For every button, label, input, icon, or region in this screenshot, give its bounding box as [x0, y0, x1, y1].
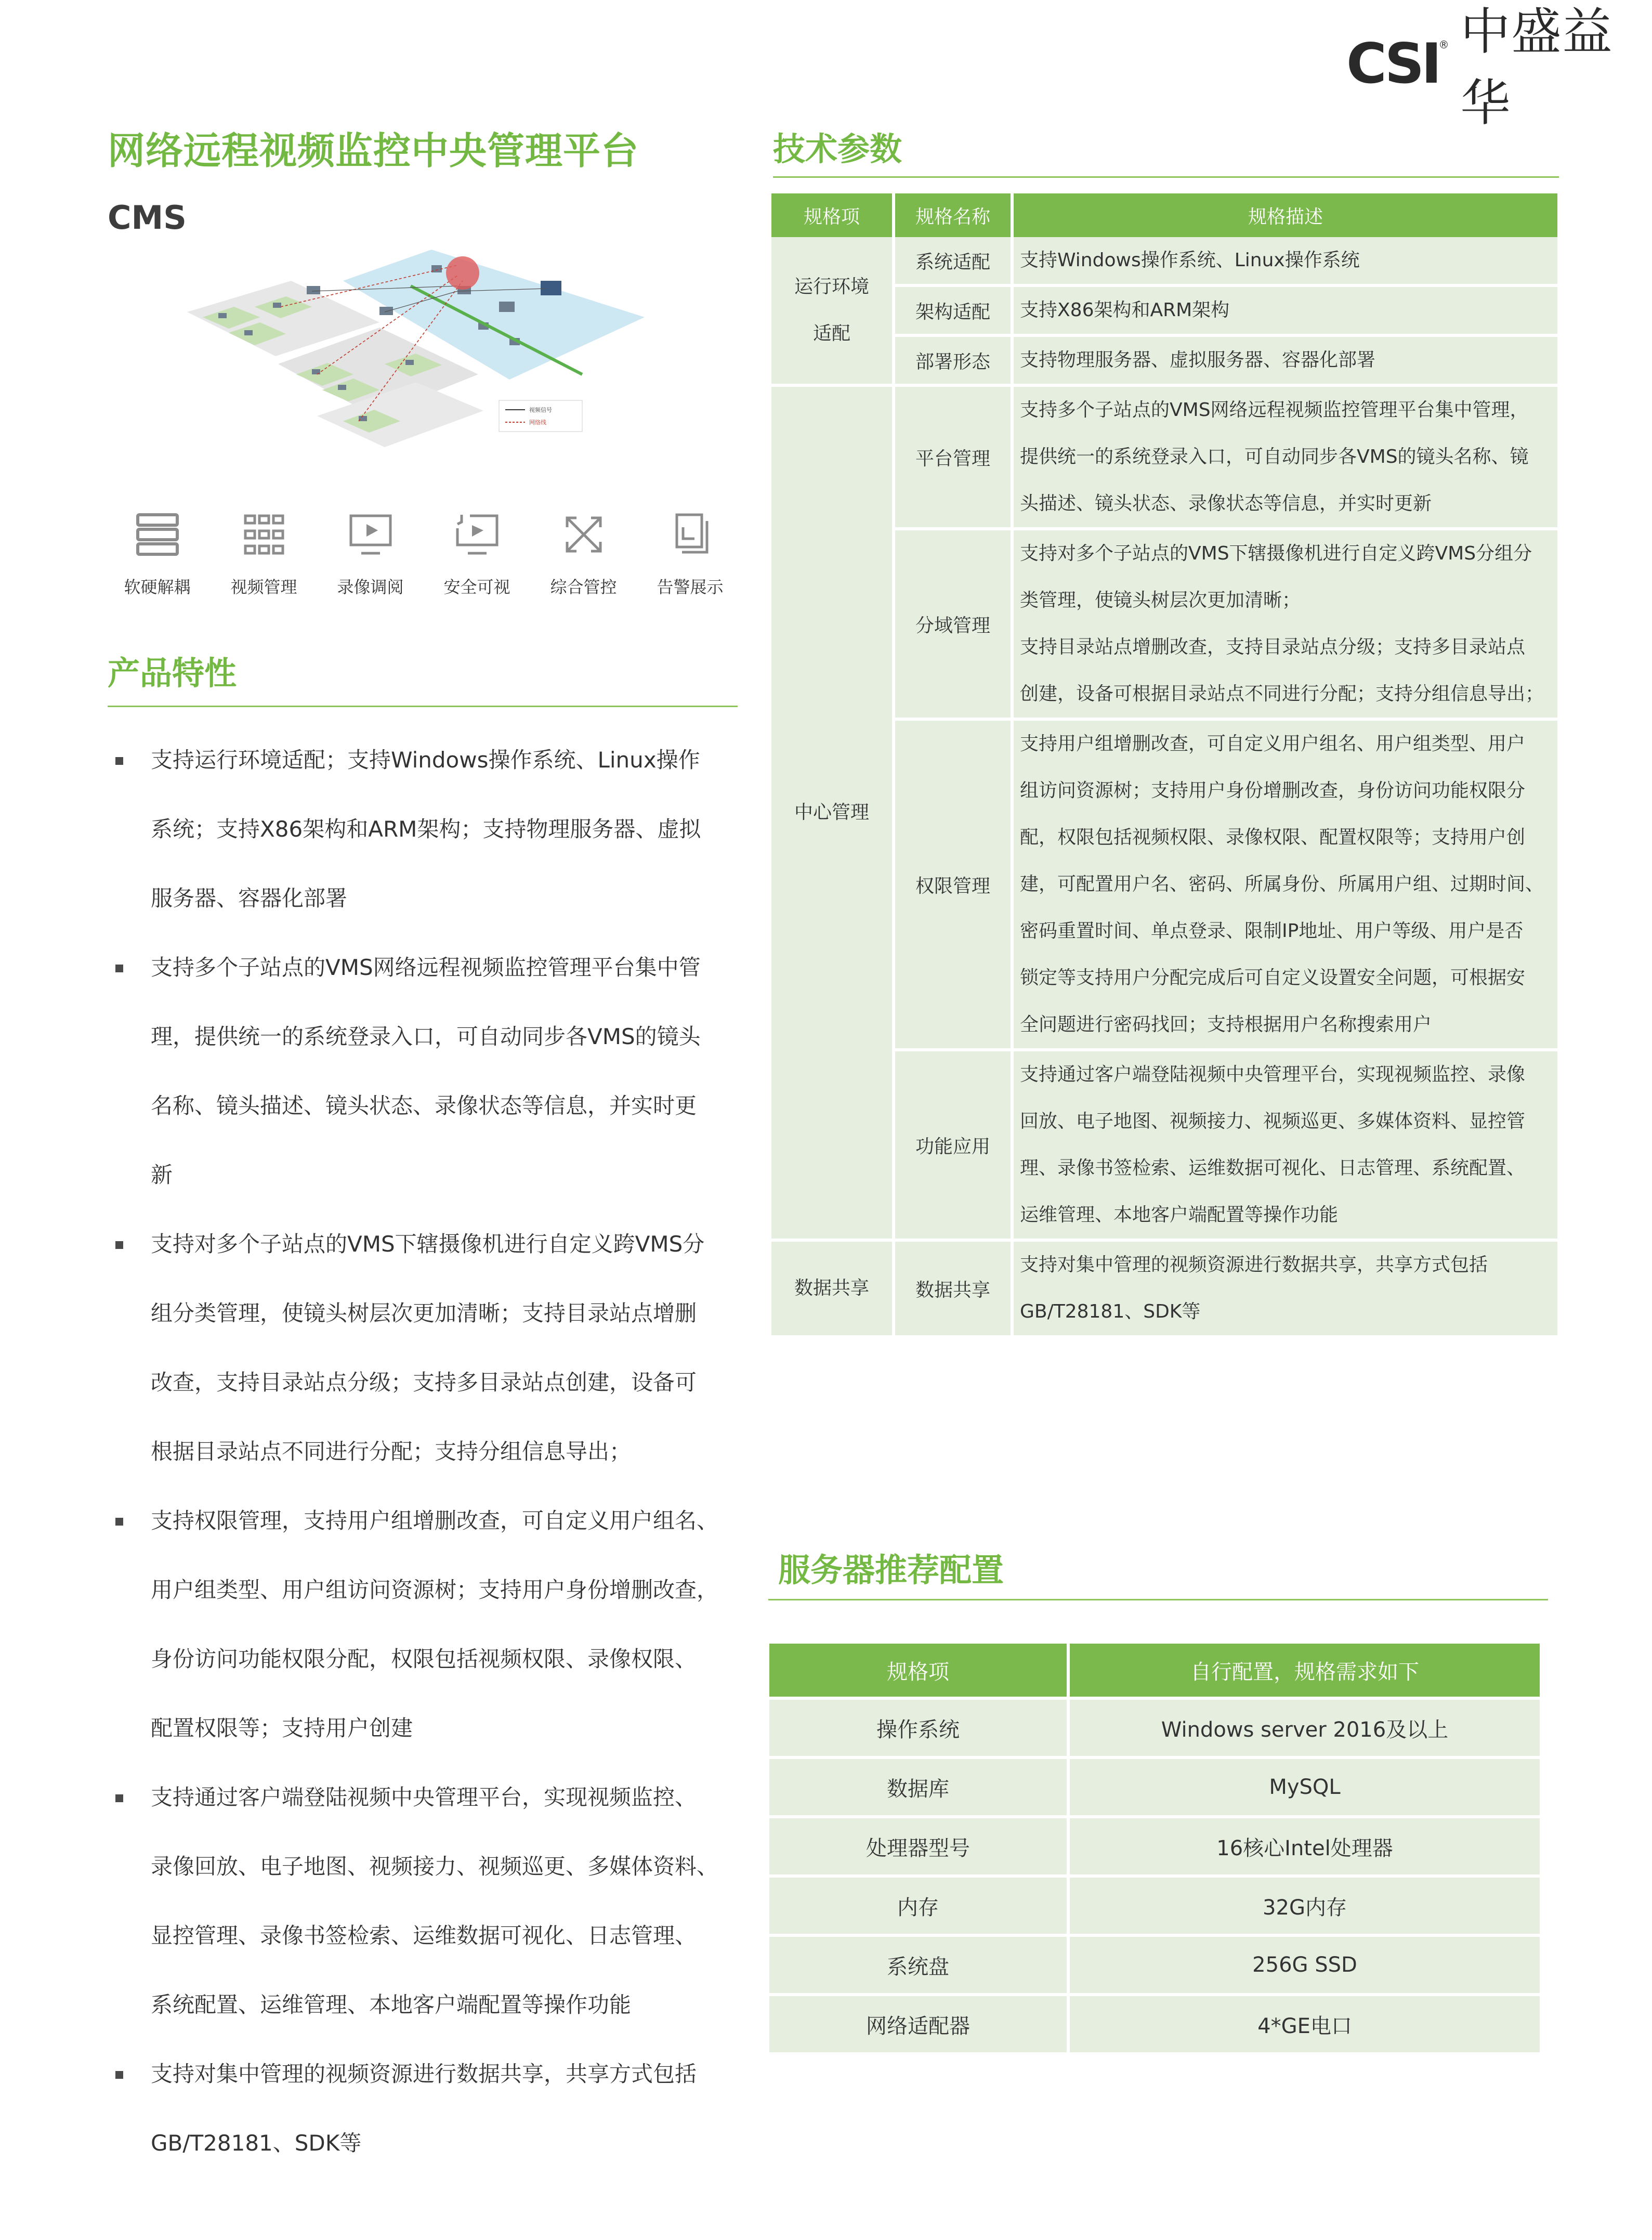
description-line: 锁定等支持用户分配完成后可自定义设置安全问题，可根据安 [1020, 967, 1526, 988]
config-value: MySQL [1070, 1759, 1540, 1815]
config-value: Windows server 2016及以上 [1070, 1700, 1540, 1756]
spec-description [1014, 284, 1557, 334]
bullet-marker [115, 965, 123, 972]
page-title: 网络远程视频监控中央管理平台 [108, 129, 639, 173]
legend-label: 网络线 [529, 419, 546, 426]
description-line: 理、录像书签检索、运维数据可视化、日志管理、系统配置、 [1020, 1157, 1526, 1179]
table-row [771, 1239, 1557, 1335]
bullet-line: 配置权限等；支持用户创建 [151, 1715, 413, 1741]
section-title-features: 产品特性 [108, 654, 237, 692]
spec-category [771, 384, 892, 1239]
brand-logo [1346, 3, 1652, 132]
list-item [110, 725, 750, 933]
section-divider [768, 1599, 1548, 1600]
feature-label: 视频管理 [230, 577, 297, 597]
feature-item [424, 510, 530, 603]
config-value: 16核心Intel处理器 [1070, 1818, 1540, 1874]
description-line: 组访问资源树；支持用户身份增删改查，身份访问功能权限分 [1020, 780, 1526, 801]
bullet-line: 名称、镜头描述、镜头状态、录像状态等信息，并实时更 [151, 1093, 697, 1118]
spec-description [1014, 237, 1557, 284]
spec-name: 分域管理 [895, 527, 1011, 718]
feature-label: 安全可视 [443, 577, 510, 597]
spec-description [1014, 384, 1557, 527]
description-line: 支持对多个子站点的VMS下辖摄像机进行自定义跨VMS分组分 [1020, 543, 1532, 564]
spec-description [1014, 1239, 1557, 1335]
column-header: 规格项 [771, 193, 892, 237]
feature-label: 告警展示 [657, 577, 724, 597]
diagram-legend [499, 400, 582, 432]
description-line: 创建，设备可根据目录站点不同进行分配；支持分组信息导出； [1020, 683, 1544, 705]
bullet-line: 根据目录站点不同进行分配；支持分组信息导出； [151, 1439, 632, 1464]
description-line: 全问题进行密码找回；支持根据用户名称搜索用户 [1020, 1014, 1432, 1035]
config-key: 处理器型号 [769, 1818, 1067, 1874]
table-row [769, 1996, 1540, 2052]
section-title-server: 服务器推荐配置 [778, 1551, 1004, 1589]
bullet-line: 支持运行环境适配；支持Windows操作系统、Linux操作 [151, 747, 700, 773]
feature-label: 综合管控 [550, 577, 617, 597]
description-line: 运维管理、本地客户端配置等操作功能 [1020, 1204, 1339, 1226]
monitor-shield-icon [452, 510, 502, 559]
feature-icon-row [104, 510, 743, 603]
table-row [769, 1759, 1540, 1815]
description-line: 头描述、镜头状态、录像状态等信息，并实时更新 [1020, 493, 1432, 514]
bullet-line: 系统配置、运维管理、本地客户端配置等操作功能 [151, 1992, 632, 2017]
grid-icon [239, 510, 289, 559]
spec-description [1014, 1048, 1557, 1239]
spec-name: 部署形态 [895, 334, 1011, 384]
description-line: 支持对集中管理的视频资源进行数据共享，共享方式包括 [1020, 1254, 1488, 1275]
config-key: 数据库 [769, 1759, 1067, 1815]
bullet-line: 新 [151, 1162, 173, 1188]
description-line: 类管理，使镜头树层次更加清晰； [1020, 590, 1301, 611]
feature-item [211, 510, 317, 603]
bullet-line: 支持对集中管理的视频资源进行数据共享，共享方式包括 [151, 2061, 697, 2087]
table-row [771, 384, 1557, 527]
bullet-marker [115, 757, 123, 765]
spec-description [1014, 527, 1557, 718]
column-header: 规格描述 [1014, 193, 1557, 237]
bullet-line: 支持通过客户端登陆视频中央管理平台，实现视频监控、 [151, 1785, 697, 1810]
column-header: 规格名称 [895, 193, 1011, 237]
bullet-marker [115, 1241, 123, 1249]
bullet-line: 用户组类型、用户组访问资源树；支持用户身份增删改查， [151, 1577, 719, 1603]
bullet-line: 支持多个子站点的VMS网络远程视频监控管理平台集中管 [151, 955, 701, 980]
config-key: 内存 [769, 1878, 1067, 1934]
config-key: 系统盘 [769, 1937, 1067, 1993]
description-line: 支持通过客户端登陆视频中央管理平台，实现视频监控、录像 [1020, 1064, 1526, 1085]
feature-item [637, 510, 743, 603]
description-line: 支持目录站点增删改查，支持目录站点分级；支持多目录站点 [1020, 636, 1526, 658]
bullet-line: 理，提供统一的系统登录入口，可自动同步各VMS的镜头 [151, 1024, 701, 1049]
section-divider [108, 706, 738, 707]
bullet-line: 系统；支持X86架构和ARM架构；支持物理服务器、虚拟 [151, 816, 701, 842]
description-line: 回放、电子地图、视频接力、视频巡更、多媒体资料、显控管 [1020, 1111, 1526, 1132]
feature-item [530, 510, 637, 603]
monitor-play-icon [346, 510, 396, 559]
bullet-line: 组分类管理，使镜头树层次更加清晰；支持目录站点增删 [151, 1300, 697, 1326]
spec-description [1014, 718, 1557, 1048]
section-title-tech: 技术参数 [773, 130, 902, 168]
table-row [769, 1878, 1540, 1934]
description-line: GB/T28181、SDK等 [1020, 1301, 1201, 1322]
feature-label: 录像调阅 [337, 577, 404, 597]
config-key: 网络适配器 [769, 1996, 1067, 2052]
category-line: 适配 [812, 323, 850, 344]
tech-spec-table [768, 193, 1561, 1335]
list-item [110, 933, 750, 1209]
brand-mark: CSI [1346, 31, 1439, 96]
spec-name: 系统适配 [895, 237, 1011, 284]
description-line: 支持用户组增删改查，可自定义用户组名、用户组类型、用户 [1020, 733, 1526, 754]
table-row [769, 1700, 1540, 1756]
category-line: 数据共享 [794, 1278, 869, 1299]
bullet-line: GB/T28181、SDK等 [151, 2130, 362, 2156]
description-line: 提供统一的系统登录入口，可自动同步各VMS的镜头名称、镜 [1020, 446, 1529, 467]
category-line: 运行环境 [794, 276, 869, 297]
bullet-line: 支持对多个子站点的VMS下辖摄像机进行自定义跨VMS分 [151, 1231, 705, 1257]
tech-table-body [771, 237, 1557, 1335]
table-row [769, 1818, 1540, 1874]
description-line: 建，可配置用户名、密码、所属身份、所属用户组、过期时间、 [1020, 874, 1544, 895]
description-line: 密码重置时间、单点登录、限制IP地址、用户等级、用户是否 [1020, 920, 1524, 942]
feature-bullet-list [110, 725, 750, 2178]
table-row [771, 237, 1557, 284]
feature-item [317, 510, 424, 603]
description-line: 支持Windows操作系统、Linux操作系统 [1020, 250, 1360, 271]
page-subtitle: CMS [108, 199, 187, 237]
table-row [769, 1937, 1540, 1993]
bullet-line: 身份访问功能权限分配，权限包括视频权限、录像权限、 [151, 1646, 697, 1672]
server-stack-icon [133, 510, 182, 559]
category-line: 中心管理 [794, 802, 869, 823]
spec-name: 数据共享 [895, 1239, 1011, 1335]
registered-mark: ® [1438, 38, 1449, 51]
spec-name: 架构适配 [895, 284, 1011, 334]
list-item [110, 1763, 750, 2039]
config-value: 256G SSD [1070, 1937, 1540, 1993]
server-config-table [766, 1640, 1543, 2055]
table-header-row [769, 1644, 1540, 1697]
config-value: 32G内存 [1070, 1878, 1540, 1934]
list-item [110, 2039, 750, 2178]
bullet-line: 显控管理、录像书签检索、运维数据可视化、日志管理、 [151, 1923, 697, 1948]
document-layers-icon [665, 510, 715, 559]
bullet-line: 支持权限管理，支持用户组增删改查，可自定义用户组名、 [151, 1508, 719, 1533]
list-item [110, 1209, 750, 1486]
arrows-cross-icon [559, 510, 609, 559]
bullet-line: 服务器、容器化部署 [151, 885, 348, 911]
config-key: 操作系统 [769, 1700, 1067, 1756]
feature-label: 软硬解耦 [124, 577, 191, 597]
server-table-body [769, 1700, 1540, 2052]
bullet-line: 录像回放、电子地图、视频接力、视频巡更、多媒体资料、 [151, 1854, 719, 1879]
bullet-line: 改查，支持目录站点分级；支持多目录站点创建，设备可 [151, 1370, 697, 1395]
spec-category [771, 1239, 892, 1335]
column-header: 规格项 [769, 1644, 1067, 1697]
spec-name: 权限管理 [895, 718, 1011, 1048]
spec-description [1014, 334, 1557, 384]
spec-category [771, 237, 892, 384]
list-item [110, 1486, 750, 1763]
cms-node [446, 256, 479, 290]
description-line: 配，权限包括视频权限、录像权限、配置权限等；支持用户创 [1020, 827, 1526, 848]
section-divider [773, 176, 1559, 178]
description-line: 支持X86架构和ARM架构 [1020, 299, 1230, 321]
spec-name: 平台管理 [895, 384, 1011, 527]
network-diagram [187, 244, 645, 468]
legend-label: 视频信号 [529, 407, 552, 413]
spec-name: 功能应用 [895, 1048, 1011, 1239]
description-line: 支持物理服务器、虚拟服务器、容器化部署 [1020, 349, 1376, 371]
bullet-marker [115, 2071, 123, 2079]
feature-item [104, 510, 211, 603]
config-value: 4*GE电口 [1070, 1996, 1540, 2052]
table-header-row [771, 193, 1557, 237]
column-header: 自行配置，规格需求如下 [1070, 1644, 1540, 1697]
bullet-marker [115, 1794, 123, 1802]
brand-name: 中盛益华 [1460, 3, 1614, 132]
bullet-marker [115, 1518, 123, 1526]
description-line: 支持多个子站点的VMS网络远程视频监控管理平台集中管理， [1020, 399, 1529, 421]
